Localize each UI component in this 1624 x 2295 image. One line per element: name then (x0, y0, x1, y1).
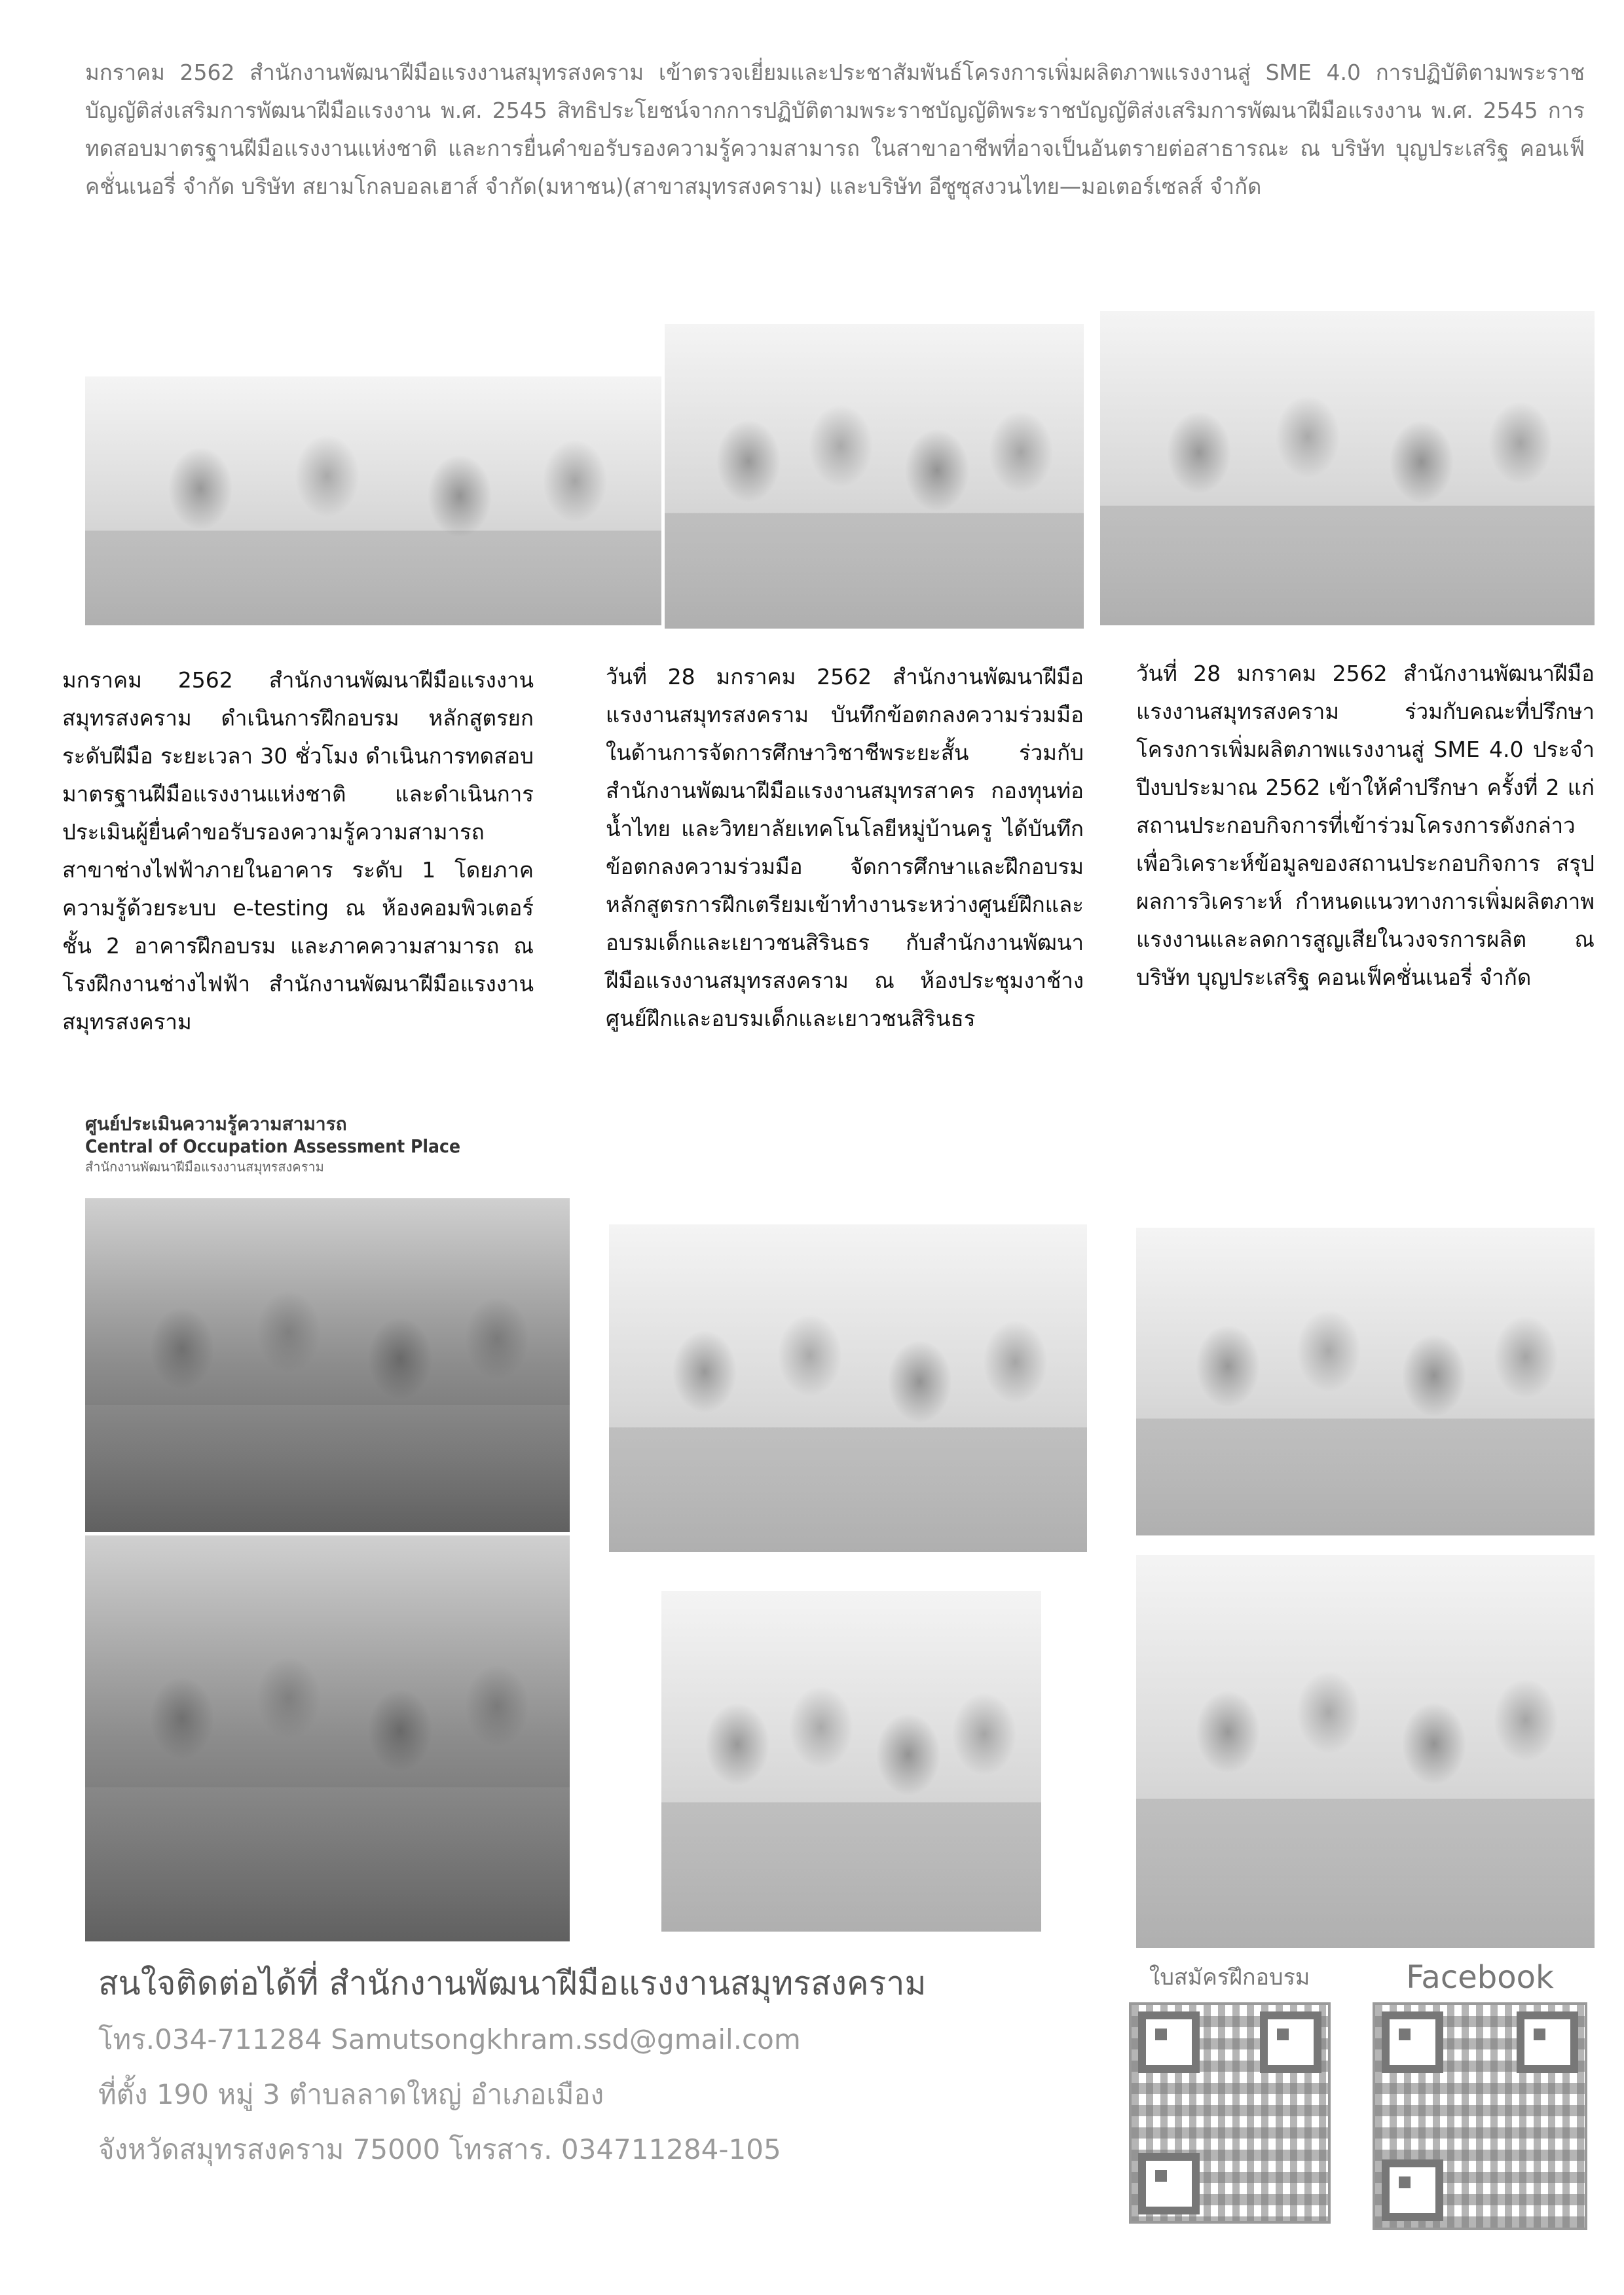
banner-english-title: Central of Occupation Assessment Place (85, 1135, 461, 1157)
article-training: มกราคม 2562 สำนักงานพัฒนาฝีมือแรงงานสมุทรสงคราม ดำเนินการฝึกอบรม หลักสูตรยกระดับฝีมือ ระยะเวลา 30 ชั่วโมง ดำเนินการทดสอบมาตรฐานฝีมือแรงงานแห่งชาติ และดำเนินการประเมินผู้ยื่นคำขอรับรองความรู้ความสามารถ สาขาช่างไฟฟ้าภายในอาคาร ระดับ 1 โดยภาคความรู้ด้วยระบบ e-testing ณ ห้องคอมพิวเตอร์ ชั้น 2 อาคารฝึกอบรม และภาคความสามารถ ณ โรงฝึกงานช่างไฟฟ้า สำนักงานพัฒนาฝีมือแรงงานสมุทรสงคราม (62, 667, 534, 1035)
assessment-center-banner (85, 1113, 465, 1192)
meeting-room-photo (661, 1591, 1041, 1932)
contact-title: สนใจติดต่อได้ที่ สำนักงานพัฒนาฝีมือแรงงานสมุทรสงคราม (98, 1964, 927, 2002)
consulting-session-photo (1136, 1228, 1595, 1535)
application-qr-block (1116, 1958, 1342, 2224)
group-photo (1100, 311, 1595, 625)
contact-phone-email: โทร.034-711284 Samutsongkhram.ssd@gmail.com (98, 2023, 801, 2055)
intro-paragraph: มกราคม 2562 สำนักงานพัฒนาฝีมือแรงงานสมุทรสงคราม เข้าตรวจเยี่ยมและประชาสัมพันธ์โครงการเพิ่มผลิตภาพแรงงานสู่ SME 4.0 การปฏิบัติตามพระราชบัญญัติส่งเสริมการพัฒนาฝีมือแรงงาน พ.ศ. 2545 สิทธิประโยชน์จากการปฏิบัติตามพระราชบัญญัติพระราชบัญญัติส่งเสริมการพัฒนาฝีมือแรงงาน พ.ศ. 2545 การทดสอบมาตรฐานฝีมือแรงงานแห่งชาติ และการยื่นคำขอรับรองความรู้ความสามารถ ในสาขาอาชีพที่อาจเป็นอันตรายต่อสาธารณะ ณ บริษัท บุญประเสริฐ คอนเฟ็คชั่นเนอรี่ จำกัด บริษัท สยามโกลบอลเฮาส์ จำกัด(มหาชน)(สาขาสมุทรสงคราม) และบริษัท อีซูซุสงวนไทย—มอเตอร์เซลส์ จำกัด (85, 60, 1585, 199)
qr-code-icon (1373, 2002, 1587, 2230)
facebook-qr-label: Facebook (1406, 1959, 1554, 1996)
application-qr-label: ใบสมัครฝึกอบรม (1149, 1964, 1310, 1991)
banner-thai-title: ศูนย์ประเมินความรู้ความสามารถ (85, 1113, 347, 1135)
article-mou: วันที่ 28 มกราคม 2562 สำนักงานพัฒนาฝีมือแรงงานสมุทรสงคราม บันทึกข้อตกลงความร่วมมือในด้านการจัดการศึกษาวิชาชีพระยะสั้น ร่วมกับ สำนักงานพัฒนาฝีมือแรงงานสมุทรสาคร กองทุนท่อน้ำไทย และวิทยาลัยเทคโนโลยีหมู่บ้านครู ได้บันทึกข้อตกลงความร่วมมือ จัดการศึกษาและฝึกอบรม หลักสูตรการฝึกเตรียมเข้าทำงานระหว่างศูนย์ฝึกและอบรมเด็กและเยาวชนสิรินธร กับสำนักงานพัฒนาฝีมือแรงงานสมุทรสงคราม ณ ห้องประชุมงาช้าง ศูนย์ฝึกและอบรมเด็กและเยาวชนสิรินธร (606, 664, 1084, 1031)
contact-address: ที่ตั้ง 190 หมู่ 3 ตำบลลาดใหญ่ อำเภอเมือง (98, 2078, 604, 2110)
workshop-photo (1136, 1555, 1595, 1948)
office-visit-photo (665, 324, 1084, 629)
meeting-photo (85, 376, 661, 625)
article-sme-consulting: วันที่ 28 มกราคม 2562 สำนักงานพัฒนาฝีมือแรงงานสมุทรสงคราม ร่วมกับคณะที่ปรึกษาโครงการเพิ่มผลิตภาพแรงงานสู่ SME 4.0 ประจำปีงบประมาณ 2562 เข้าให้คำปรึกษา ครั้งที่ 2 แก่สถานประกอบกิจการที่เข้าร่วมโครงการดังกล่าว เพื่อวิเคราะห์ข้อมูลของสถานประกอบกิจการ สรุปผลการวิเคราะห์ กำหนดแนวทางการเพิ่มผลิตภาพแรงงานและลดการสูญเสียในวงจรการผลิต ณ บริษัท บุญประเสริฐ คอนเฟ็คชั่นเนอรี่ จำกัด (1136, 661, 1595, 990)
contact-address-fax: จังหวัดสมุทรสงคราม 75000 โทรสาร. 034711284-105 (98, 2133, 781, 2165)
contact-block (98, 1955, 1113, 2177)
qr-code-icon (1129, 2002, 1331, 2224)
banner-subtitle: สำนักงานพัฒนาฝีมือแรงงานสมุทรสงคราม (85, 1159, 324, 1175)
facebook-qr-block (1362, 1958, 1598, 2230)
electrical-training-photo (85, 1198, 570, 1532)
mou-signing-photo (609, 1224, 1087, 1552)
e-testing-photo (85, 1535, 570, 1941)
